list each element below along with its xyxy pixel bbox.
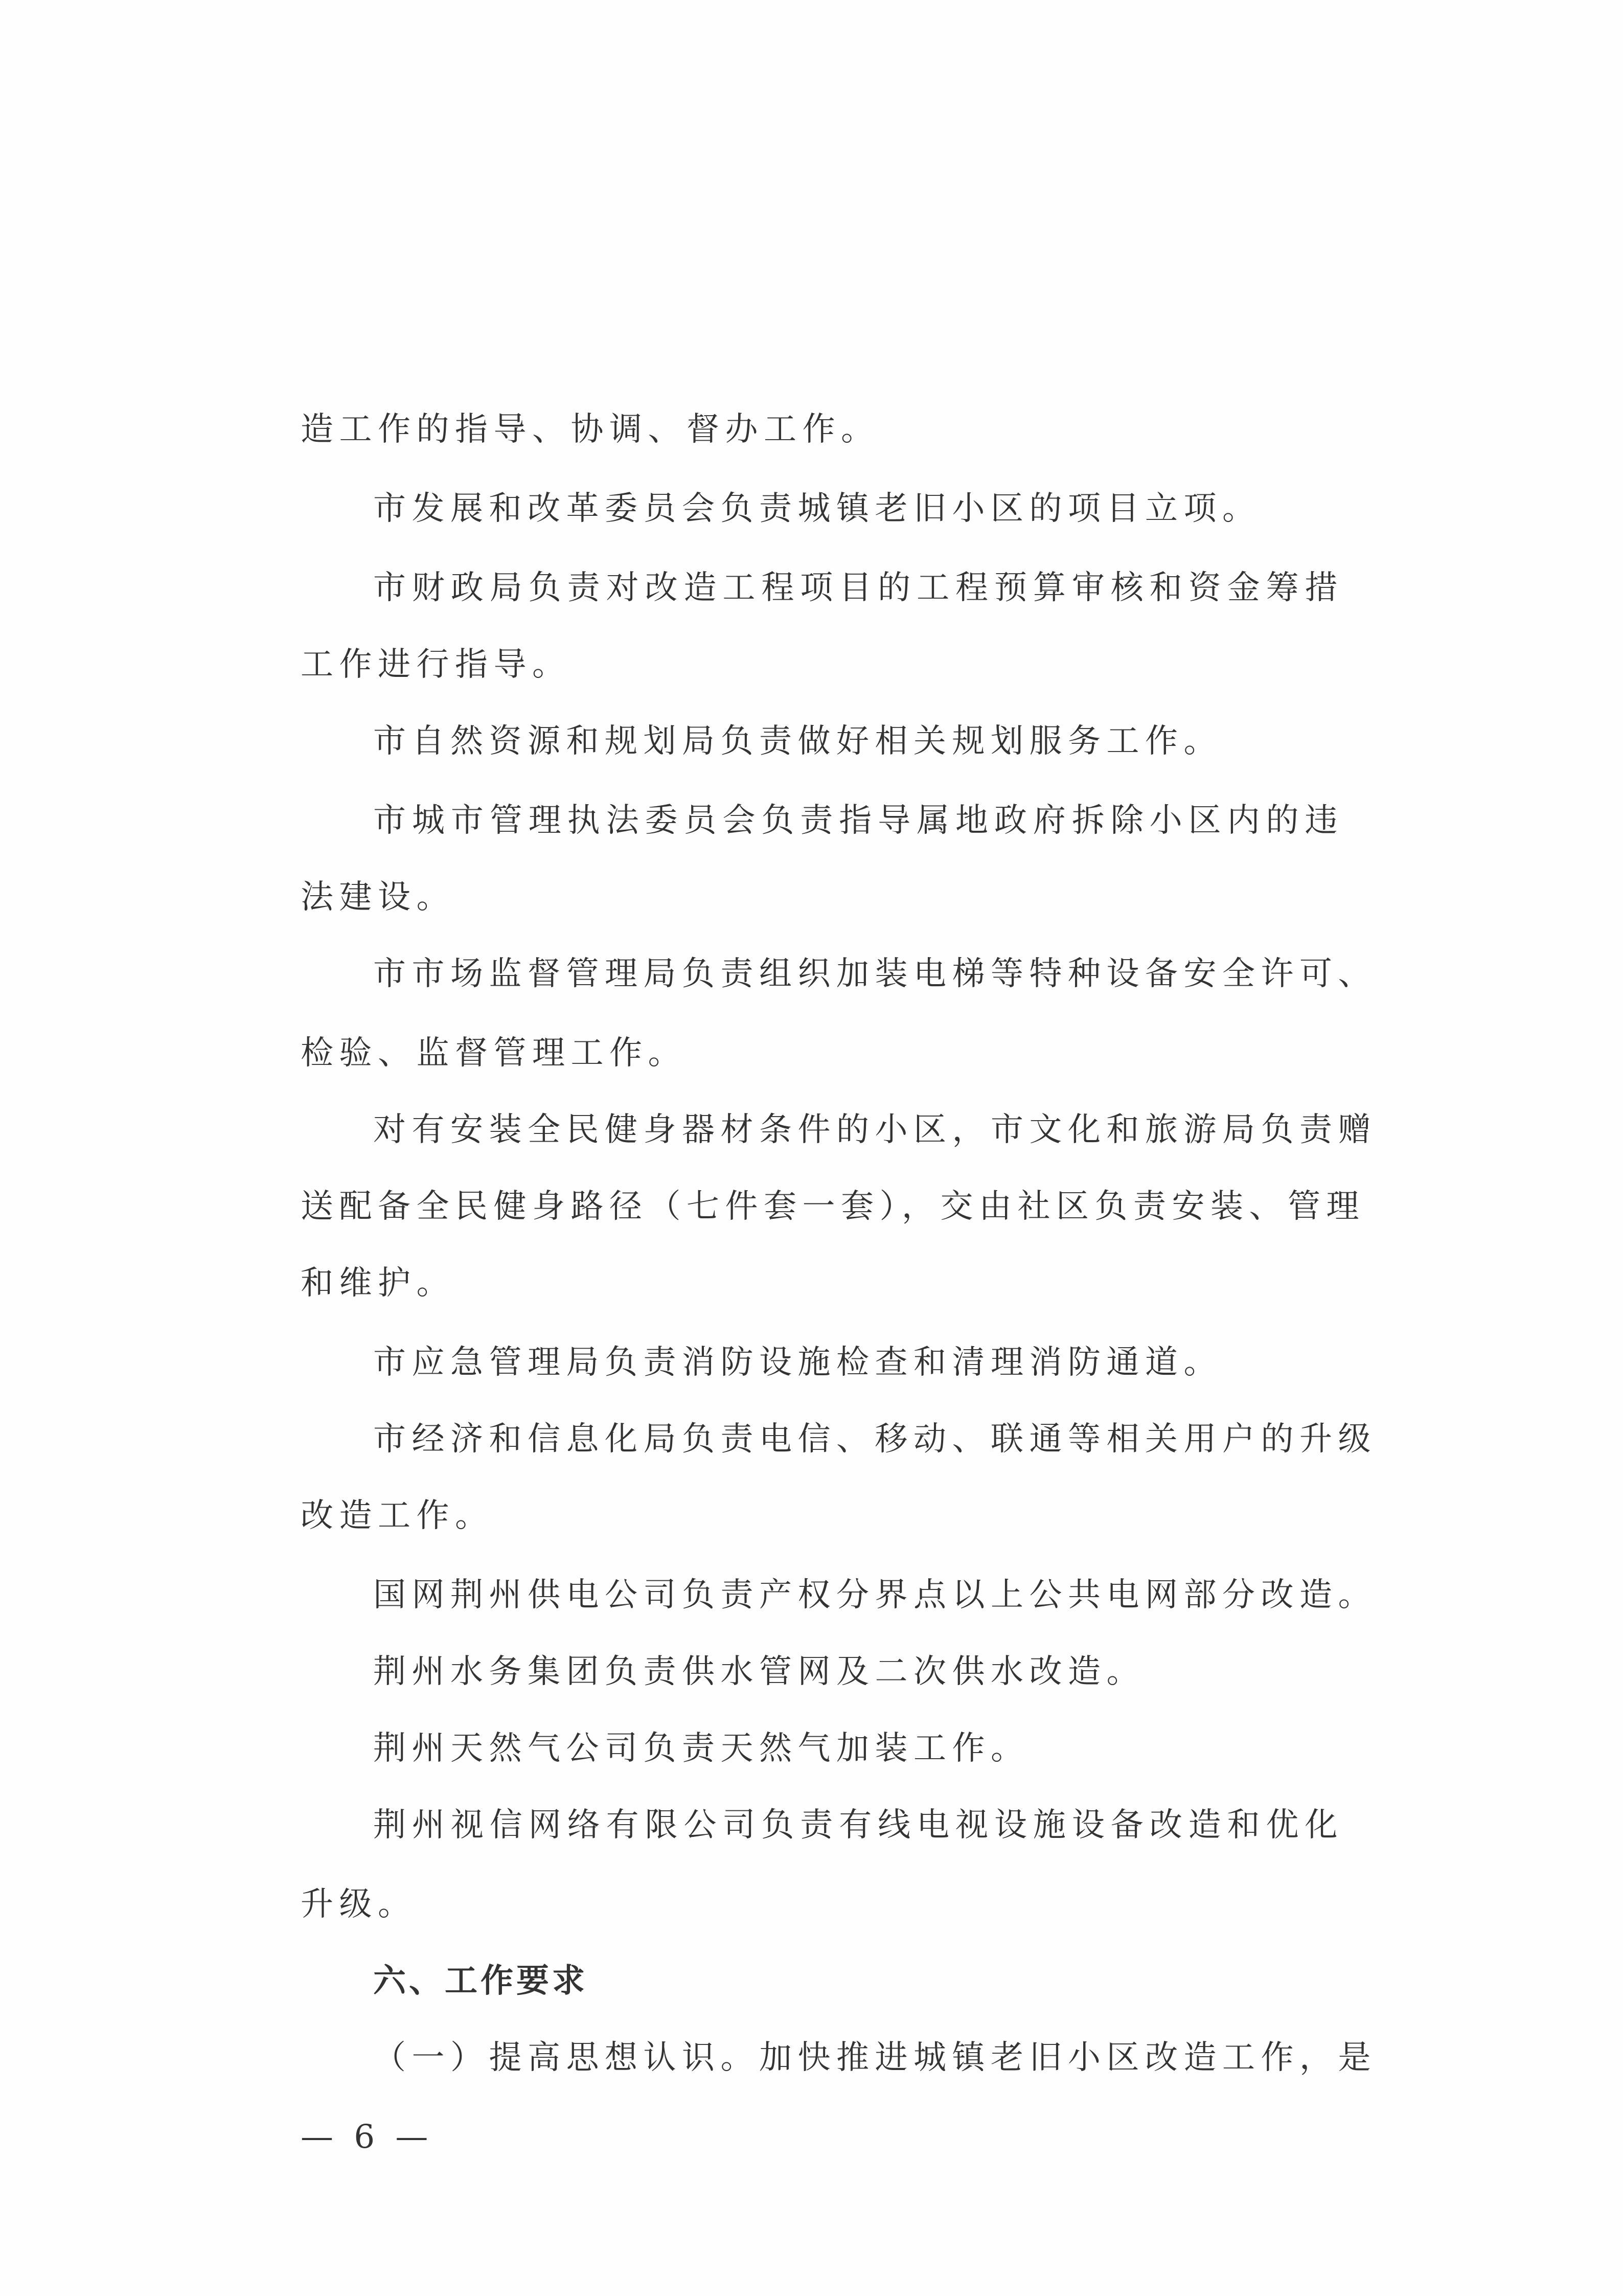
paragraph-line: 市城市管理执法委员会负责指导属地政府拆除小区内的违 <box>373 802 1343 839</box>
paragraph-line: 和维护。 <box>301 1264 455 1302</box>
paragraph-line: 市财政局负责对改造工程项目的工程预算审核和资金筹措 <box>373 569 1343 607</box>
paragraph-line: 法建设。 <box>301 878 455 916</box>
paragraph-line: 市经济和信息化局负责电信、移动、联通等相关用户的升级 <box>373 1420 1377 1458</box>
paragraph-line: 检验、监督管理工作。 <box>301 1034 687 1072</box>
paragraph-line: 对有安装全民健身器材条件的小区，市文化和旅游局负责赠 <box>373 1111 1377 1149</box>
paragraph-line: 国网荆州供电公司负责产权分界点以上公共电网部分改造。 <box>373 1576 1377 1614</box>
paragraph-line: 市发展和改革委员会负责城镇老旧小区的项目立项。 <box>373 490 1261 528</box>
page-number: — 6 — <box>301 2118 433 2156</box>
paragraph-line: 改造工作。 <box>301 1497 494 1535</box>
paragraph-line: 荆州水务集团负责供水管网及二次供水改造。 <box>373 1653 1145 1691</box>
section-heading: 六、工作要求 <box>373 1962 588 2000</box>
paragraph-line: 市应急管理局负责消防设施检查和清理消防通道。 <box>373 1344 1222 1381</box>
paragraph-line: 升级。 <box>301 1885 417 1923</box>
paragraph-line: 市自然资源和规划局负责做好相关规划服务工作。 <box>373 722 1222 760</box>
paragraph-line: 造工作的指导、协调、督办工作。 <box>301 411 880 448</box>
paragraph-line: 荆州视信网络有限公司负责有线电视设施设备改造和优化 <box>373 1806 1343 1844</box>
paragraph-line: 荆州天然气公司负责天然气加装工作。 <box>373 1730 1030 1767</box>
paragraph-line: 送配备全民健身路径（七件套一套），交由社区负责安装、管理 <box>301 1188 1365 1225</box>
paragraph-line: （一）提高思想认识。加快推进城镇老旧小区改造工作，是 <box>373 2039 1377 2077</box>
paragraph-line: 市市场监督管理局负责组织加装电梯等特种设备安全许可、 <box>373 955 1377 993</box>
paragraph-line: 工作进行指导。 <box>301 646 571 684</box>
